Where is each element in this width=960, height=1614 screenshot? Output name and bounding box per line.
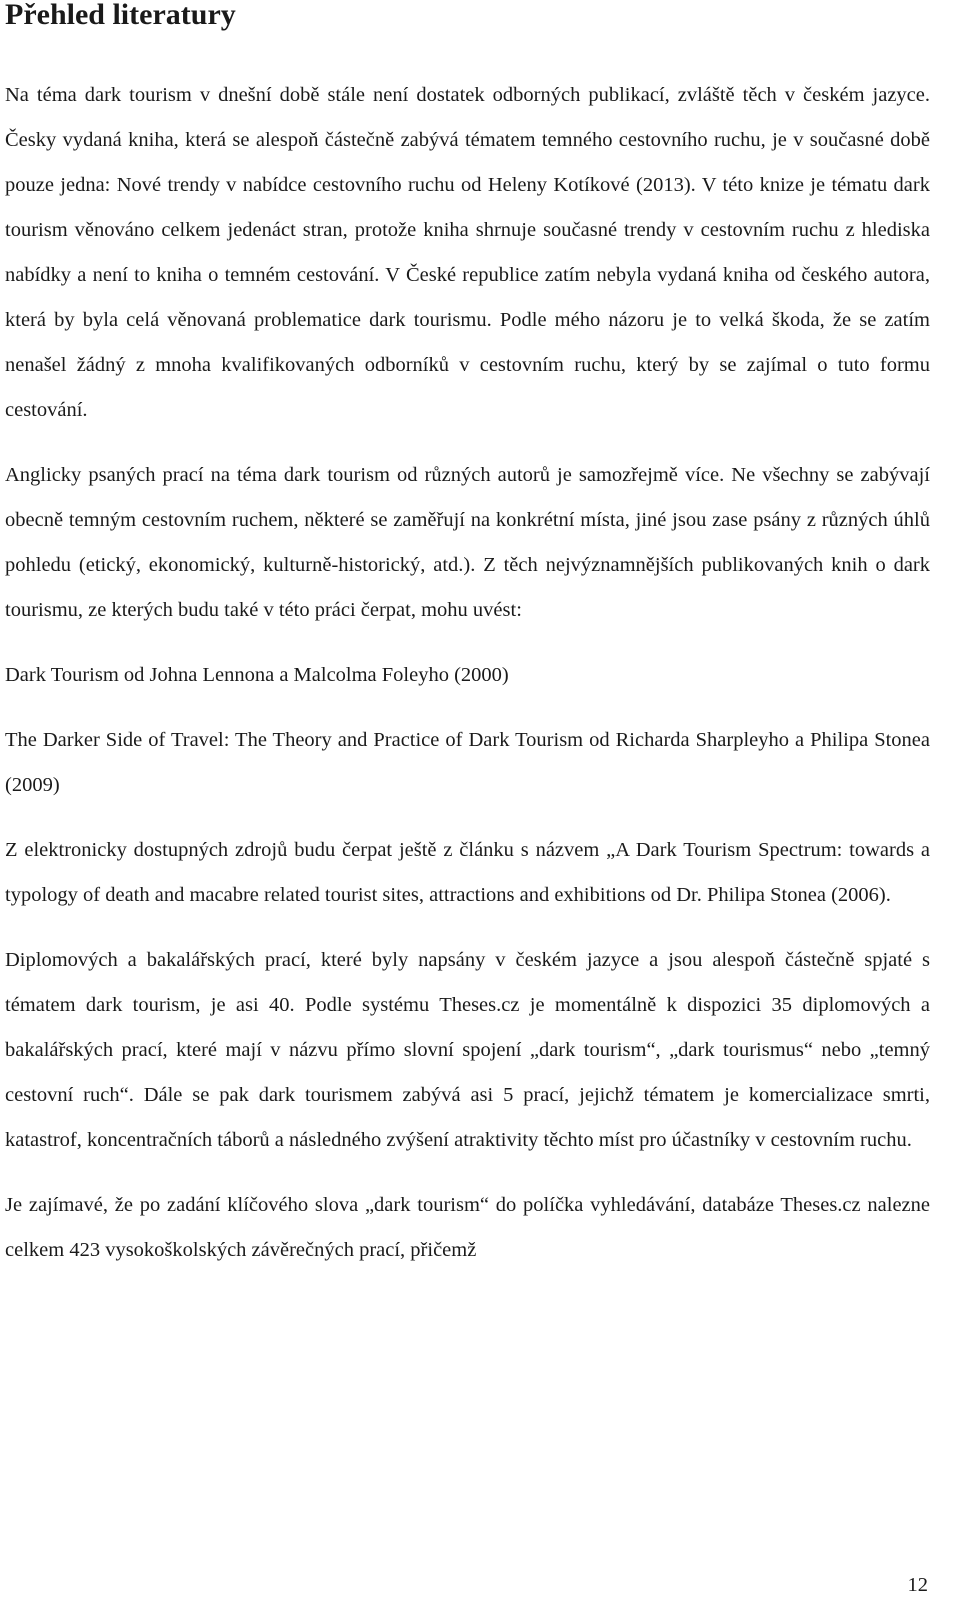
paragraph-electronic-sources: Z elektronicky dostupných zdrojů budu čerpat ještě z článku s názvem „A Dark Tourism Spectrum: towards a typology of death and macabre related tourist sites, attractions and exhibitions od Dr. Philipa Stonea (2006). xyxy=(5,839,930,906)
document-page xyxy=(5,0,930,1273)
book-entry-lennon-foley: Dark Tourism od Johna Lennona a Malcolma Foleyho (2000) xyxy=(5,664,509,686)
paragraph-intro: Na téma dark tourism v dnešní době stále není dostatek odborných publikací, zvláště těch v českém jazyce. Česky vydaná kniha, která se alespoň částečně zabývá tématem temného cestovního ruchu, je v současné době pouze jedna: Nové trendy v nabídce cestovního ruchu od Heleny Kotíkové (2013). V této knize je tématu dark tourism věnováno celkem jedenáct stran, protože kniha shrnuje současné trendy v cestovním ruchu z hlediska nabídky a není to kniha o temném cestování. V České republice zatím nebyla vydaná kniha od českého autora, která by byla celá věnovaná problematice dark tourismu. Podle mého názoru je to velká škoda, že se zatím nenašel žádný z mnoha kvalifikovaných odborníků v cestovním ruchu, který by se zajímal o tuto formu cestování. xyxy=(5,84,930,421)
page-number: 12 xyxy=(907,1574,928,1596)
paragraph-theses: Diplomových a bakalářských prací, které byly napsány v českém jazyce a jsou alespoň částečně spjaté s tématem dark tourism, je asi 40. Podle systému Theses.cz je momentálně k dispozici 35 diplomových a bakalářských prací, které mají v názvu přímo slovní spojení „dark tourism“, „dark tourismus“ nebo „temný cestovní ruch“. Dále se pak dark tourismem zabývá asi 5 prací, jejichž tématem je komercializace smrti, katastrof, koncentračních táborů a následného zvýšení atraktivity těchto míst pro účastníky v cestovním ruchu. xyxy=(5,949,930,1151)
section-heading: Přehled literatury xyxy=(5,0,236,31)
paragraph-english-works: Anglicky psaných prací na téma dark tourism od různých autorů je samozřejmě více. Ne všechny se zabývají obecně temným cestovním ruchem, některé se zaměřují na konkrétní místa, jiné jsou zase psány z různých úhlů pohledu (etický, ekonomický, kulturně-historický, atd.). Z těch nejvýznamnějších publikovaných knih o dark tourismu, ze kterých budu také v této práci čerpat, mohu uvést: xyxy=(5,464,930,621)
paragraph-search-results: Je zajímavé, že po zadání klíčového slova „dark tourism“ do políčka vyhledávání, databáze Theses.cz nalezne celkem 423 vysokoškolských závěrečných prací, přičemž xyxy=(5,1194,930,1261)
book-entry-sharpley-stone: The Darker Side of Travel: The Theory and Practice of Dark Tourism od Richarda Sharpleyho a Philipa Stonea (2009) xyxy=(5,729,930,796)
